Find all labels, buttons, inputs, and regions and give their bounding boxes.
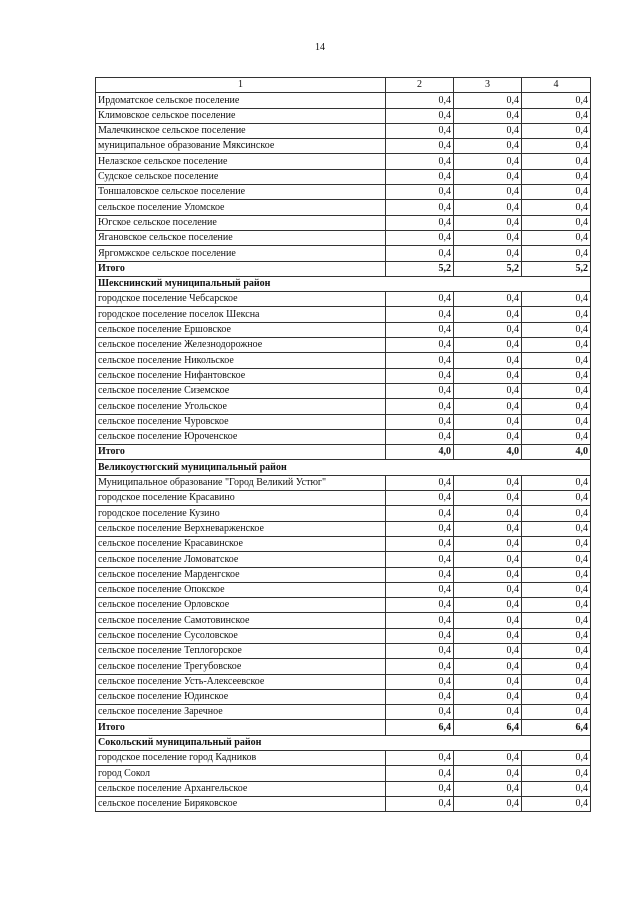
value-cell-col3: 0,4: [454, 154, 522, 169]
page-number: 14: [315, 42, 325, 53]
value-cell-col3: 0,4: [454, 139, 522, 154]
table-row: [96, 200, 591, 215]
table-row: [96, 491, 591, 506]
settlement-name: сельское поселение Верхневарженское: [96, 521, 386, 536]
value-cell-col4: 0,4: [522, 307, 591, 322]
value-cell-col3: 0,4: [454, 613, 522, 628]
table-row: [96, 506, 591, 521]
settlement-name: сельское поселение Юдинское: [96, 689, 386, 704]
value-cell-col4: 0,4: [522, 766, 591, 781]
district-name: Великоустюгский муниципальный район: [96, 460, 591, 475]
value-cell-col4: 0,4: [522, 185, 591, 200]
value-cell-col3: 0,4: [454, 781, 522, 796]
value-cell-col3: 0,4: [454, 368, 522, 383]
table-row: [96, 246, 591, 261]
value-cell-col4: 0,4: [522, 521, 591, 536]
value-cell-col3: 4,0: [454, 445, 522, 460]
total-row: [96, 720, 591, 735]
value-cell-col2: 0,4: [386, 338, 454, 353]
settlement-name: Ягановское сельское поселение: [96, 230, 386, 245]
value-cell-col3: 0,4: [454, 429, 522, 444]
total-label: Итого: [96, 261, 386, 276]
table-row: [96, 230, 591, 245]
value-cell-col2: 0,4: [386, 215, 454, 230]
table-row: [96, 338, 591, 353]
district-heading-row: [96, 460, 591, 475]
settlement-name: сельское поселение Орловское: [96, 598, 386, 613]
settlement-name: сельское поселение Юроченское: [96, 429, 386, 444]
value-cell-col3: 0,4: [454, 751, 522, 766]
value-cell-col2: 0,4: [386, 353, 454, 368]
value-cell-col4: 0,4: [522, 689, 591, 704]
value-cell-col3: 0,4: [454, 536, 522, 551]
value-cell-col4: 0,4: [522, 781, 591, 796]
column-header: 4: [522, 78, 591, 93]
value-cell-col3: 0,4: [454, 108, 522, 123]
value-cell-col3: 0,4: [454, 185, 522, 200]
district-heading-row: [96, 276, 591, 291]
total-row: [96, 261, 591, 276]
table-row: [96, 414, 591, 429]
table-row: [96, 169, 591, 184]
value-cell-col3: 0,4: [454, 246, 522, 261]
table-row: [96, 429, 591, 444]
table-row: [96, 123, 591, 138]
value-cell-col3: 0,4: [454, 598, 522, 613]
value-cell-col4: 0,4: [522, 368, 591, 383]
value-cell-col2: 0,4: [386, 781, 454, 796]
value-cell-col3: 0,4: [454, 200, 522, 215]
value-cell-col4: 6,4: [522, 720, 591, 735]
table-row: [96, 567, 591, 582]
table-row: [96, 292, 591, 307]
settlement-name: сельское поселение Усть-Алексеевское: [96, 674, 386, 689]
value-cell-col3: 0,4: [454, 353, 522, 368]
settlement-name: Судское сельское поселение: [96, 169, 386, 184]
table-row: [96, 751, 591, 766]
value-cell-col3: 0,4: [454, 338, 522, 353]
value-cell-col3: 0,4: [454, 93, 522, 108]
value-cell-col2: 0,4: [386, 200, 454, 215]
total-row: [96, 445, 591, 460]
column-header: 2: [386, 78, 454, 93]
value-cell-col2: 0,4: [386, 536, 454, 551]
value-cell-col4: 0,4: [522, 200, 591, 215]
value-cell-col4: 0,4: [522, 475, 591, 490]
value-cell-col3: 0,4: [454, 169, 522, 184]
table-row: [96, 552, 591, 567]
table-row: [96, 659, 591, 674]
district-name: Шекснинский муниципальный район: [96, 276, 591, 291]
settlement-name: Югское сельское поселение: [96, 215, 386, 230]
settlement-name: сельское поселение Ершовское: [96, 322, 386, 337]
value-cell-col4: 0,4: [522, 139, 591, 154]
value-cell-col2: 0,4: [386, 307, 454, 322]
value-cell-col3: 0,4: [454, 383, 522, 398]
value-cell-col2: 0,4: [386, 139, 454, 154]
value-cell-col3: 0,4: [454, 322, 522, 337]
settlement-name: сельское поселение Заречное: [96, 705, 386, 720]
settlement-name: городское поселение Кузино: [96, 506, 386, 521]
value-cell-col4: 0,4: [522, 338, 591, 353]
value-cell-col3: 0,4: [454, 307, 522, 322]
value-cell-col2: 0,4: [386, 659, 454, 674]
value-cell-col4: 0,4: [522, 169, 591, 184]
value-cell-col3: 5,2: [454, 261, 522, 276]
value-cell-col4: 0,4: [522, 414, 591, 429]
value-cell-col4: 0,4: [522, 751, 591, 766]
value-cell-col2: 0,4: [386, 414, 454, 429]
settlement-name: Муниципальное образование "Город Великий Устюг": [96, 475, 386, 490]
settlement-name: городское поселение поселок Шексна: [96, 307, 386, 322]
value-cell-col4: 0,4: [522, 796, 591, 811]
value-cell-col3: 0,4: [454, 506, 522, 521]
value-cell-col4: 0,4: [522, 567, 591, 582]
value-cell-col2: 0,4: [386, 628, 454, 643]
settlement-name: городское поселение Красавино: [96, 491, 386, 506]
value-cell-col2: 0,4: [386, 246, 454, 261]
value-cell-col2: 0,4: [386, 292, 454, 307]
settlement-name: сельское поселение Железнодорожное: [96, 338, 386, 353]
value-cell-col2: 0,4: [386, 185, 454, 200]
settlement-name: сельское поселение Красавинское: [96, 536, 386, 551]
value-cell-col2: 0,4: [386, 108, 454, 123]
table-row: [96, 674, 591, 689]
value-cell-col3: 0,4: [454, 414, 522, 429]
value-cell-col2: 0,4: [386, 567, 454, 582]
value-cell-col4: 0,4: [522, 536, 591, 551]
value-cell-col2: 0,4: [386, 123, 454, 138]
column-header: 3: [454, 78, 522, 93]
table-row: [96, 215, 591, 230]
value-cell-col3: 0,4: [454, 643, 522, 658]
table-row: [96, 399, 591, 414]
table-row: [96, 93, 591, 108]
table-row: [96, 613, 591, 628]
value-cell-col2: 0,4: [386, 796, 454, 811]
settlement-name: сельское поселение Нифантовское: [96, 368, 386, 383]
settlement-name: сельское поселение Трегубовское: [96, 659, 386, 674]
value-cell-col2: 0,4: [386, 598, 454, 613]
value-cell-col2: 5,2: [386, 261, 454, 276]
table-row: [96, 139, 591, 154]
value-cell-col4: 0,4: [522, 353, 591, 368]
table-row: [96, 307, 591, 322]
value-cell-col3: 0,4: [454, 215, 522, 230]
value-cell-col3: 0,4: [454, 674, 522, 689]
value-cell-col2: 0,4: [386, 582, 454, 597]
table-row: [96, 628, 591, 643]
table-row: [96, 383, 591, 398]
value-cell-col3: 0,4: [454, 705, 522, 720]
value-cell-col3: 0,4: [454, 567, 522, 582]
value-cell-col4: 0,4: [522, 598, 591, 613]
settlement-name: сельское поселение Сиземское: [96, 383, 386, 398]
settlement-name: городское поселение Чебсарское: [96, 292, 386, 307]
table-row: [96, 475, 591, 490]
value-cell-col2: 0,4: [386, 705, 454, 720]
value-cell-col4: 0,4: [522, 552, 591, 567]
table-row: [96, 796, 591, 811]
table-row: [96, 598, 591, 613]
value-cell-col4: 0,4: [522, 491, 591, 506]
value-cell-col2: 0,4: [386, 322, 454, 337]
value-cell-col4: 0,4: [522, 674, 591, 689]
district-name: Сокольский муниципальный район: [96, 735, 591, 750]
table-row: [96, 705, 591, 720]
value-cell-col4: 0,4: [522, 230, 591, 245]
value-cell-col3: 0,4: [454, 491, 522, 506]
value-cell-col2: 0,4: [386, 491, 454, 506]
table-row: [96, 582, 591, 597]
value-cell-col2: 0,4: [386, 429, 454, 444]
table-header-row: [96, 78, 591, 93]
settlement-name: сельское поселение Теплогорское: [96, 643, 386, 658]
settlement-name: Тоншаловское сельское поселение: [96, 185, 386, 200]
value-cell-col3: 0,4: [454, 552, 522, 567]
value-cell-col2: 0,4: [386, 689, 454, 704]
value-cell-col3: 0,4: [454, 521, 522, 536]
settlement-name: сельское поселение Марденгское: [96, 567, 386, 582]
value-cell-col2: 0,4: [386, 154, 454, 169]
district-heading-row: [96, 735, 591, 750]
value-cell-col4: 0,4: [522, 246, 591, 261]
value-cell-col2: 0,4: [386, 506, 454, 521]
value-cell-col2: 0,4: [386, 552, 454, 567]
settlement-name: Климовское сельское поселение: [96, 108, 386, 123]
value-cell-col2: 0,4: [386, 368, 454, 383]
settlement-name: сельское поселение Никольское: [96, 353, 386, 368]
value-cell-col2: 6,4: [386, 720, 454, 735]
settlement-name: сельское поселение Самотовинское: [96, 613, 386, 628]
value-cell-col3: 0,4: [454, 399, 522, 414]
value-cell-col2: 0,4: [386, 674, 454, 689]
total-label: Итого: [96, 445, 386, 460]
settlement-name: Яргомжское сельское поселение: [96, 246, 386, 261]
settlement-name: сельское поселение Сусоловское: [96, 628, 386, 643]
value-cell-col4: 0,4: [522, 705, 591, 720]
column-header: 1: [96, 78, 386, 93]
value-cell-col3: 0,4: [454, 659, 522, 674]
total-label: Итого: [96, 720, 386, 735]
value-cell-col4: 0,4: [522, 108, 591, 123]
value-cell-col3: 6,4: [454, 720, 522, 735]
value-cell-col2: 0,4: [386, 613, 454, 628]
value-cell-col2: 4,0: [386, 445, 454, 460]
value-cell-col4: 0,4: [522, 613, 591, 628]
value-cell-col2: 0,4: [386, 230, 454, 245]
value-cell-col3: 0,4: [454, 292, 522, 307]
value-cell-col4: 0,4: [522, 506, 591, 521]
value-cell-col4: 0,4: [522, 215, 591, 230]
value-cell-col3: 0,4: [454, 475, 522, 490]
value-cell-col2: 0,4: [386, 399, 454, 414]
table-row: [96, 521, 591, 536]
settlement-name: сельское поселение Ломоватское: [96, 552, 386, 567]
value-cell-col3: 0,4: [454, 766, 522, 781]
settlement-name: городское поселение город Кадников: [96, 751, 386, 766]
value-cell-col4: 0,4: [522, 93, 591, 108]
table-row: [96, 781, 591, 796]
settlement-name: сельское поселение Угольское: [96, 399, 386, 414]
settlement-name: Нелазское сельское поселение: [96, 154, 386, 169]
table-row: [96, 766, 591, 781]
settlement-name: город Сокол: [96, 766, 386, 781]
value-cell-col4: 0,4: [522, 582, 591, 597]
settlement-name: Малечкинское сельское поселение: [96, 123, 386, 138]
value-cell-col4: 0,4: [522, 322, 591, 337]
settlement-name: сельское поселение Опокское: [96, 582, 386, 597]
value-cell-col3: 0,4: [454, 796, 522, 811]
value-cell-col4: 0,4: [522, 659, 591, 674]
value-cell-col2: 0,4: [386, 475, 454, 490]
settlement-name: Ирдоматское сельское поселение: [96, 93, 386, 108]
allocation-table: [95, 77, 591, 812]
value-cell-col3: 0,4: [454, 230, 522, 245]
value-cell-col3: 0,4: [454, 123, 522, 138]
settlement-name: сельское поселение Биряковское: [96, 796, 386, 811]
settlement-name: муниципальное образование Мяксинское: [96, 139, 386, 154]
table-row: [96, 322, 591, 337]
table-row: [96, 536, 591, 551]
value-cell-col2: 0,4: [386, 383, 454, 398]
value-cell-col4: 4,0: [522, 445, 591, 460]
table-row: [96, 643, 591, 658]
value-cell-col4: 0,4: [522, 123, 591, 138]
table-row: [96, 368, 591, 383]
value-cell-col4: 0,4: [522, 643, 591, 658]
value-cell-col2: 0,4: [386, 766, 454, 781]
value-cell-col3: 0,4: [454, 582, 522, 597]
value-cell-col4: 5,2: [522, 261, 591, 276]
value-cell-col4: 0,4: [522, 154, 591, 169]
value-cell-col4: 0,4: [522, 399, 591, 414]
value-cell-col2: 0,4: [386, 521, 454, 536]
value-cell-col3: 0,4: [454, 689, 522, 704]
value-cell-col2: 0,4: [386, 751, 454, 766]
value-cell-col4: 0,4: [522, 292, 591, 307]
value-cell-col4: 0,4: [522, 429, 591, 444]
value-cell-col4: 0,4: [522, 628, 591, 643]
table-row: [96, 154, 591, 169]
table-row: [96, 108, 591, 123]
table-row: [96, 353, 591, 368]
settlement-name: сельское поселение Чуровское: [96, 414, 386, 429]
table-row: [96, 689, 591, 704]
value-cell-col2: 0,4: [386, 169, 454, 184]
value-cell-col2: 0,4: [386, 643, 454, 658]
value-cell-col3: 0,4: [454, 628, 522, 643]
table-row: [96, 185, 591, 200]
settlement-name: сельское поселение Архангельское: [96, 781, 386, 796]
value-cell-col4: 0,4: [522, 383, 591, 398]
value-cell-col2: 0,4: [386, 93, 454, 108]
settlement-name: сельское поселение Уломское: [96, 200, 386, 215]
